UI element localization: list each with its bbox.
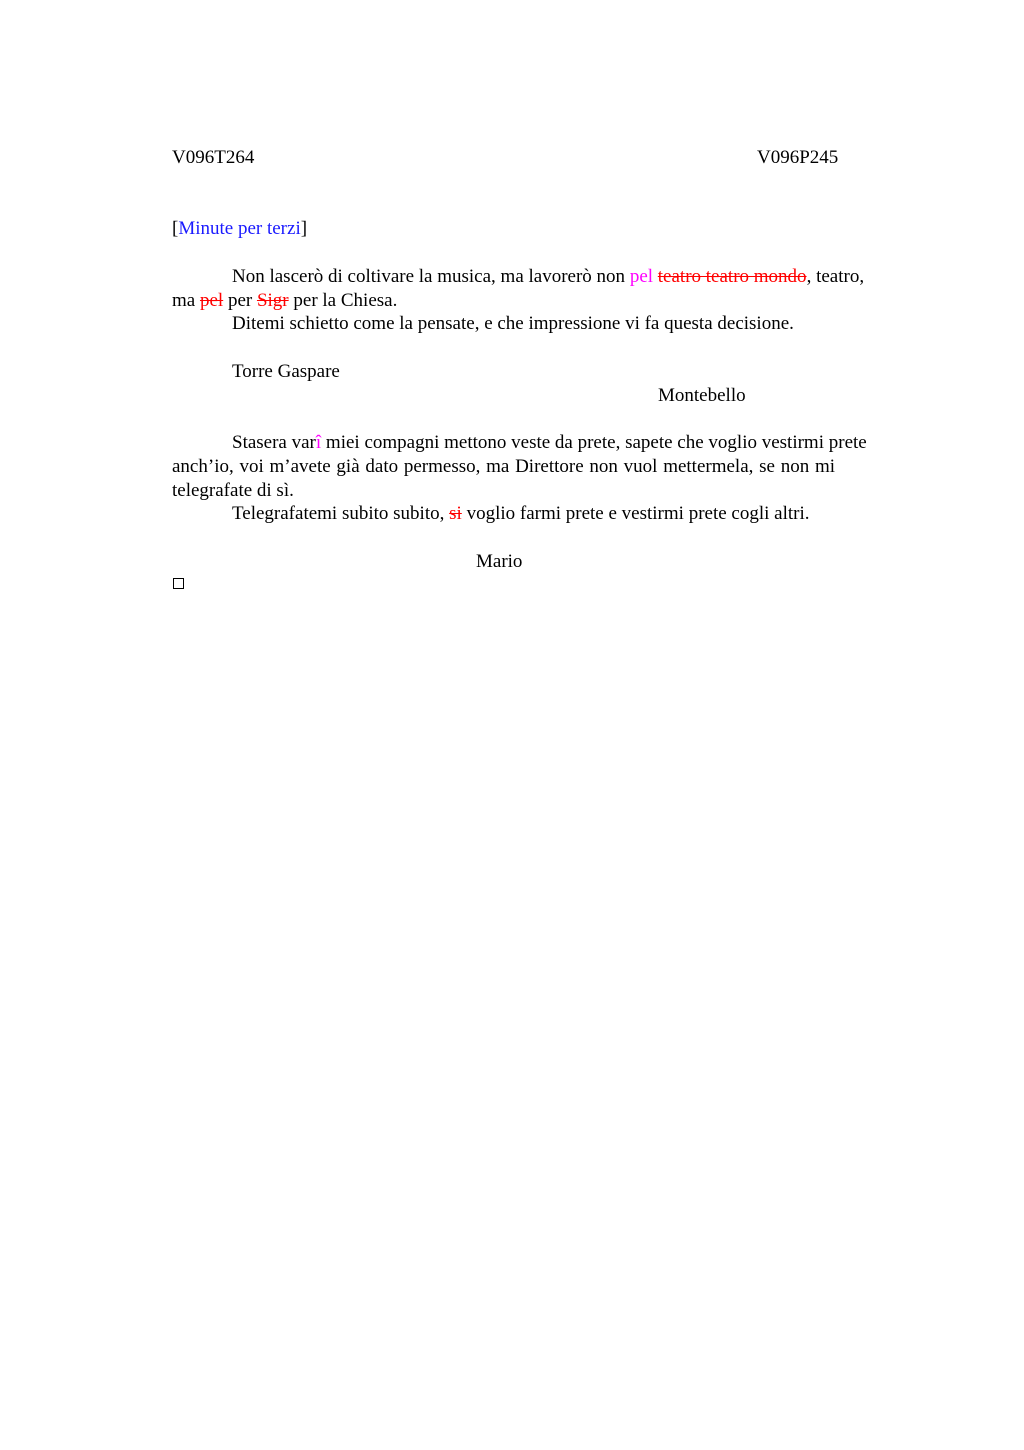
text-run: Telegrafatemi subito subito,	[232, 503, 450, 524]
text-run	[232, 431, 867, 455]
section-title: Minute per terzi	[178, 218, 301, 239]
letter1-paragraph2: Ditemi schietto come la pensate, e che impressione vi fa questa decisione.	[232, 313, 794, 334]
text-run: voglio farmi prete e vestirmi prete cogli altri.	[461, 503, 810, 524]
section-heading	[172, 217, 307, 241]
header-right-code: V096P245	[757, 147, 839, 168]
header-left-code: V096T264	[172, 147, 255, 168]
letter2-signature: Mario	[476, 551, 523, 572]
letter2-paragraph1-line3: telegrafate di sì.	[172, 480, 294, 501]
insertion: pel	[629, 266, 654, 287]
text-run: Non lascerò di coltivare la musica, ma lavorerò non	[232, 266, 630, 287]
letter2-paragraph2	[232, 502, 810, 526]
text-run: Stasera var	[232, 432, 316, 453]
text-run: miei compagni mettono veste da prete, sapete che voglio vestirmi prete	[321, 432, 867, 453]
deletion: Sigr	[256, 290, 289, 311]
insertion: î	[315, 432, 322, 453]
close-bracket: ]	[300, 218, 308, 239]
letter1-paragraph1-line1	[232, 265, 864, 289]
text-run: , teatro,	[806, 266, 865, 287]
deletion: pel	[199, 290, 224, 311]
deletion: teatro teatro mondo	[657, 266, 807, 287]
letter1-recipient: Torre Gaspare	[232, 361, 340, 382]
text-run: per la Chiesa.	[288, 290, 398, 311]
letter1-paragraph1-line2	[172, 289, 397, 313]
letter1-place: Montebello	[658, 385, 746, 406]
letter2-paragraph1-line1	[232, 431, 922, 455]
letter2-paragraph1-line2: anch’io, voi m’avete già dato permesso, ma Direttore non vuol mettermela, se non mi	[172, 456, 836, 477]
open-bracket: [	[172, 218, 179, 239]
deletion: si	[449, 503, 462, 524]
empty-square-marker	[173, 578, 184, 589]
text-run: per	[223, 290, 257, 311]
text-run: ma	[172, 290, 200, 311]
